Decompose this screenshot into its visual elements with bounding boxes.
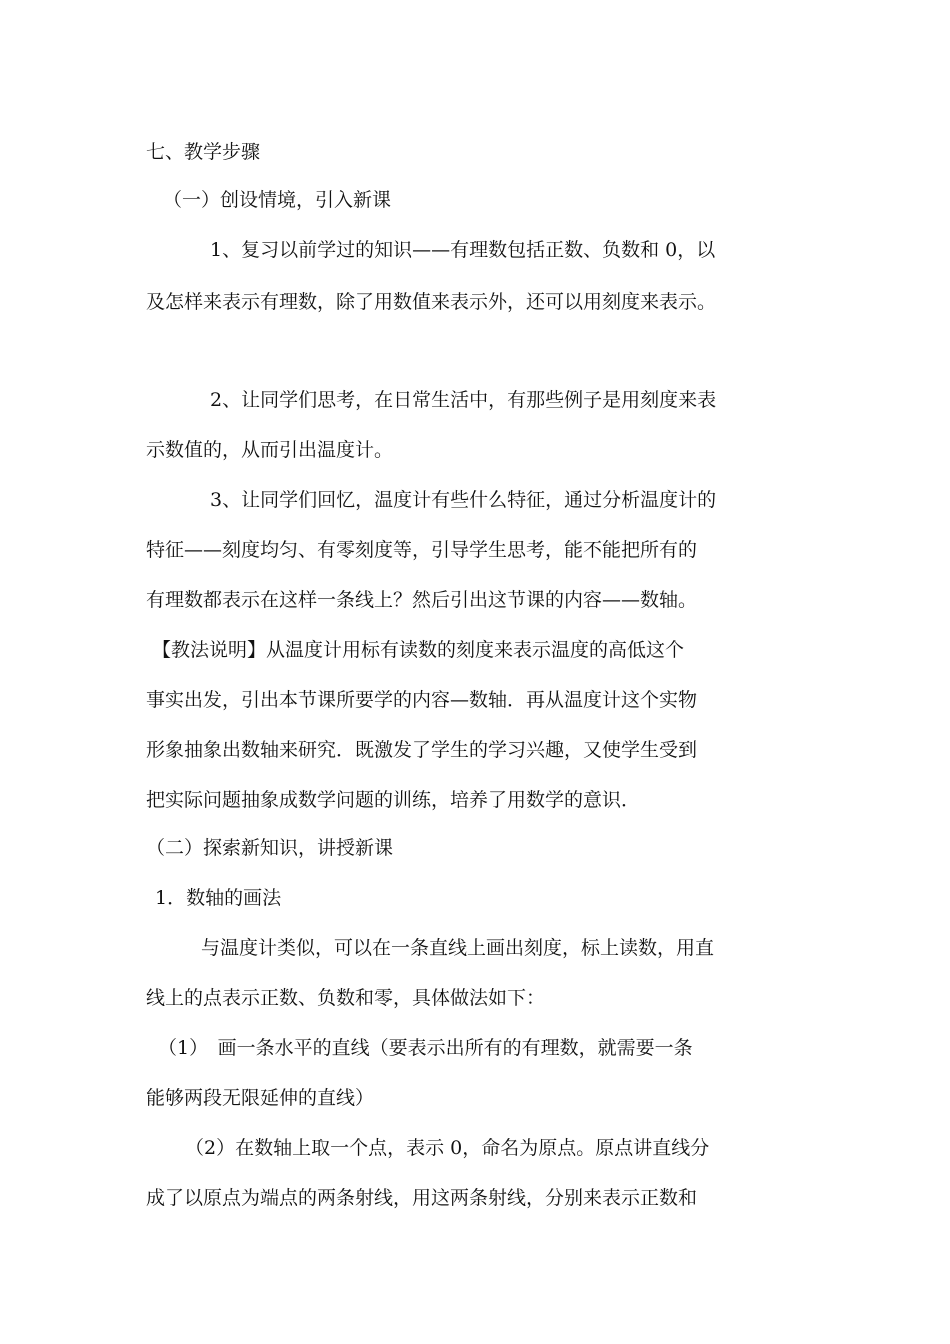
subsection-heading: （一）创设情境，引入新课 xyxy=(163,189,392,211)
paragraph-line: 1、复习以前学过的知识——有理数包括正数、负数和 0，以 xyxy=(210,239,716,261)
teaching-note-line: 把实际问题抽象成数学问题的训练，培养了用数学的意识． xyxy=(146,789,641,811)
step-line: （1） 画一条水平的直线（要表示出所有的有理数，就需要一条 xyxy=(158,1037,693,1059)
step-line: 成了以原点为端点的两条射线，用这两条射线，分别来表示正数和 xyxy=(146,1187,698,1209)
paragraph-line: 及怎样来表示有理数，除了用数值来表示外，还可以用刻度来表示。 xyxy=(146,291,717,313)
item-heading: 1．数轴的画法 xyxy=(155,887,282,909)
paragraph-line: 3、让同学们回忆，温度计有些什么特征，通过分析温度计的 xyxy=(210,489,717,511)
section-heading: 七、教学步骤 xyxy=(146,141,261,163)
paragraph-line: 2、让同学们思考，在日常生活中，有那些例子是用刻度来表 xyxy=(210,389,717,411)
step-line: 能够两段无限延伸的直线） xyxy=(146,1087,375,1109)
paragraph-line: 示数值的，从而引出温度计。 xyxy=(146,439,394,461)
paragraph-line: 与温度计类似，可以在一条直线上画出刻度，标上读数，用直 xyxy=(201,937,715,959)
paragraph-line: 特征——刻度均匀、有零刻度等，引导学生思考，能不能把所有的 xyxy=(146,539,698,561)
teaching-note-line: 形象抽象出数轴来研究．既激发了学生的学习兴趣，又使学生受到 xyxy=(146,739,698,761)
subsection-heading: （二）探索新知识，讲授新课 xyxy=(146,837,394,859)
paragraph-line: 有理数都表示在这样一条线上？然后引出这节课的内容——数轴。 xyxy=(146,589,698,611)
teaching-note-line: 事实出发，引出本节课所要学的内容—数轴．再从温度计这个实物 xyxy=(146,689,698,711)
step-line: （2）在数轴上取一个点，表示 0，命名为原点。原点讲直线分 xyxy=(185,1137,710,1159)
paragraph-line: 线上的点表示正数、负数和零，具体做法如下： xyxy=(146,987,546,1009)
teaching-note-line: 【教法说明】从温度计用标有读数的刻度来表示温度的高低这个 xyxy=(152,639,685,661)
